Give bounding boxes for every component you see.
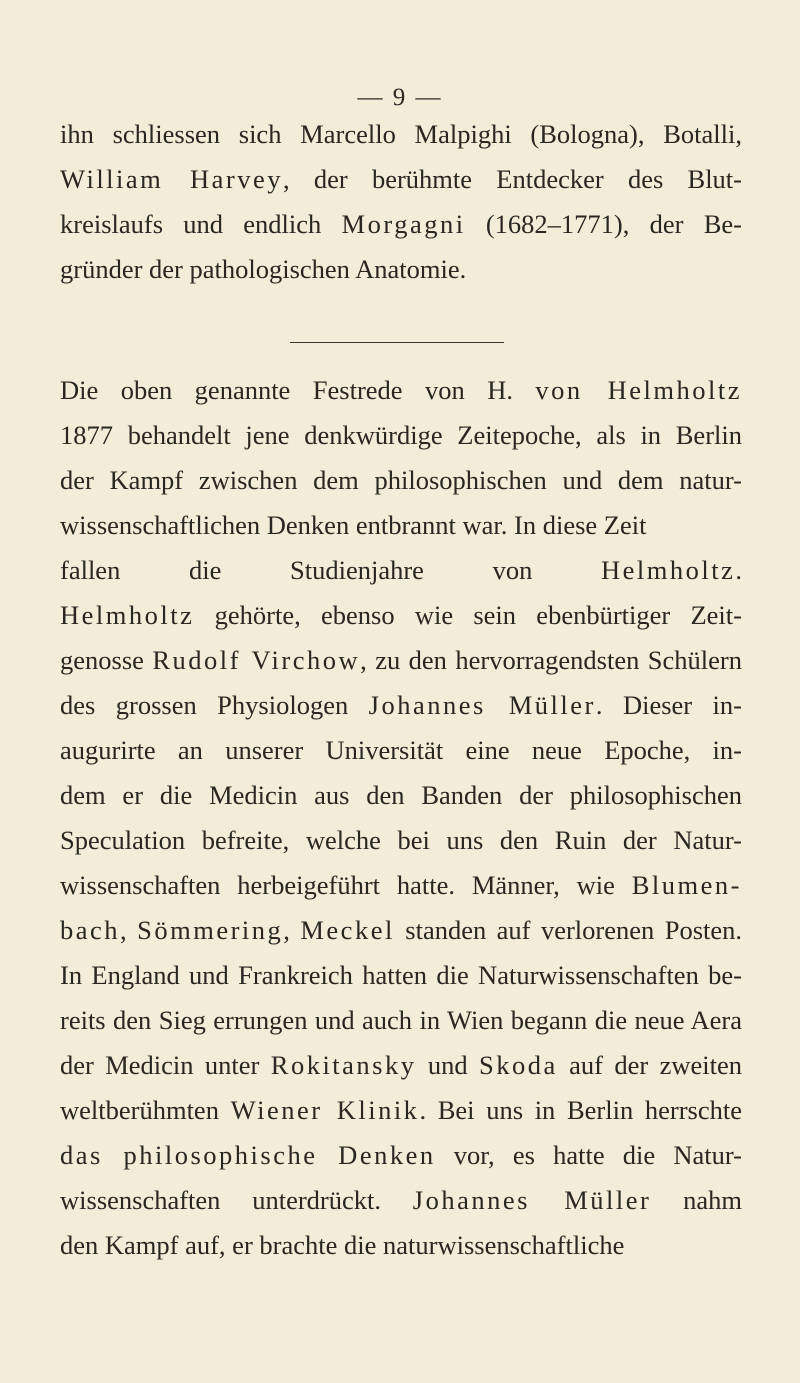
text-run: wissenschaften herbeigeführt hatte. Männer, wie — [60, 870, 632, 900]
text-line — [60, 1178, 742, 1223]
section-divider — [290, 342, 504, 343]
spaced-name: Rudolf Virchow — [152, 645, 361, 675]
spaced-name: Helmholtz — [60, 600, 195, 630]
text-run: augurirte an unserer Universität eine neue Epoche, in- — [60, 735, 742, 765]
text-run: , zu den hervorragendsten Schülern — [360, 645, 742, 675]
text-line — [60, 368, 742, 413]
text-line — [60, 1088, 742, 1133]
spaced-name: Johannes Müller — [412, 1185, 652, 1215]
text-line — [60, 247, 742, 292]
text-run: . — [735, 555, 742, 585]
text-run: Die oben genannte Festrede von H. — [60, 375, 536, 405]
text-run: und — [416, 1050, 480, 1080]
text-line — [60, 548, 742, 593]
text-run: 1877 behandelt jene denkwürdige Zeitepoche, als in Berlin — [60, 420, 742, 450]
spaced-name: Morgagni — [341, 209, 466, 239]
text-run: Speculation befreite, welche bei uns den Ruin der Natur- — [60, 825, 742, 855]
text-run: , der berühmte Entdecker des Blut- — [283, 164, 742, 194]
paragraph-bottom — [60, 368, 742, 1268]
text-run: wissenschaftlichen Denken entbrannt war. In diese Zeit — [60, 510, 647, 540]
text-line — [60, 458, 742, 503]
text-line — [60, 1223, 742, 1268]
spaced-name: William Harvey — [60, 164, 284, 194]
text-run: den Kampf auf, er brachte die naturwissenschaftliche — [60, 1230, 625, 1260]
spaced-name: das philosophische Denken — [60, 1140, 436, 1170]
text-run: , — [120, 915, 138, 945]
text-line — [60, 593, 742, 638]
text-line — [60, 503, 742, 548]
text-line — [60, 908, 742, 953]
spaced-name: Skoda — [479, 1050, 558, 1080]
text-line — [60, 863, 742, 908]
text-line — [60, 818, 742, 863]
text-run: wissenschaften unterdrückt. — [60, 1185, 413, 1215]
text-run: gründer der pathologischen Anatomie. — [60, 254, 467, 284]
text-line — [60, 413, 742, 458]
text-line — [60, 683, 742, 728]
text-line — [60, 728, 742, 773]
text-run: vor, es hatte die Natur- — [435, 1140, 742, 1170]
text-run: , — [283, 915, 301, 945]
text-line — [60, 157, 742, 202]
text-run: der Kampf zwischen dem philosophischen und dem natur- — [60, 465, 742, 495]
spaced-name: Johannes Müller — [368, 690, 596, 720]
spaced-name: Wiener Klinik — [230, 1095, 420, 1125]
text-run: weltberühmten — [60, 1095, 231, 1125]
text-line — [60, 638, 742, 683]
text-line — [60, 953, 742, 998]
text-run: dem er die Medicin aus den Banden der philosophischen — [60, 780, 742, 810]
text-line — [60, 998, 742, 1043]
spaced-name: Sömmering — [137, 915, 284, 945]
text-run: des grossen Physiologen — [60, 690, 369, 720]
spaced-name: Meckel — [300, 915, 395, 945]
text-run: In England und Frankreich hatten die Naturwissenschaften be- — [60, 960, 742, 990]
text-line — [60, 1043, 742, 1088]
text-run: genosse — [60, 645, 153, 675]
text-run: . Bei uns in Berlin herrschte — [419, 1095, 742, 1125]
text-run: auf der zweiten — [557, 1050, 743, 1080]
text-run: fallen die Studienjahre von — [60, 555, 601, 585]
text-run: reits den Sieg errungen und auch in Wien begann die neue Aera — [60, 1005, 742, 1035]
text-run: (1682–1771), der Be- — [465, 209, 742, 239]
text-line — [60, 773, 742, 818]
text-run: gehörte, ebenso wie sein ebenbürtiger Zeit- — [194, 600, 742, 630]
text-run: kreislaufs und endlich — [60, 209, 342, 239]
spaced-name: bach — [60, 915, 121, 945]
text-run: der Medicin unter — [60, 1050, 271, 1080]
text-run: standen auf verlorenen Posten. — [394, 915, 743, 945]
text-run: . Dieser in- — [595, 690, 742, 720]
spaced-name: von Helmholtz — [535, 375, 742, 405]
spaced-name: Helmholtz — [601, 555, 736, 585]
text-line — [60, 112, 742, 157]
page-number: — 9 — — [357, 84, 443, 111]
text-run: nahm — [651, 1185, 743, 1215]
text-line — [60, 1133, 742, 1178]
paragraph-top — [60, 112, 742, 292]
text-run: ihn schliessen sich Marcello Malpighi (Bologna), Botalli, — [60, 119, 742, 149]
spaced-name: Rokitansky — [270, 1050, 417, 1080]
text-line — [60, 202, 742, 247]
spaced-name: Blumen- — [631, 870, 742, 900]
